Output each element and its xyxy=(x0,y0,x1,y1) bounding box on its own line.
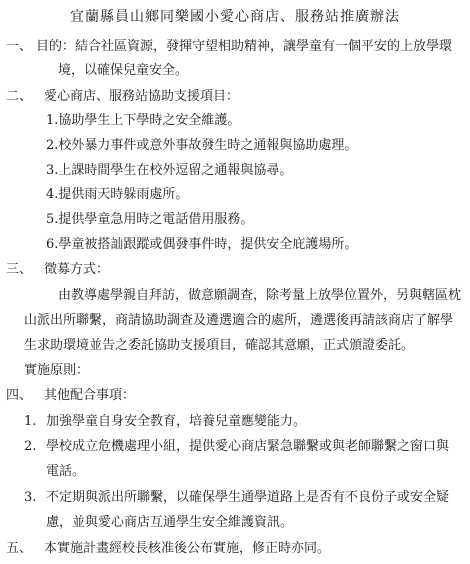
section-1-line-1: 目的：結合社區資源，發揮守望相助精神，讓學童有一個平安的上放學環 xyxy=(36,39,453,54)
section-1-number: 一、 xyxy=(6,39,33,54)
section-4-item-2-line-2: 電話。 xyxy=(46,464,86,479)
section-4-item-3-number: 3. xyxy=(24,490,37,505)
section-5-text: 本實施計畫經校長核准後公布實施，修正時亦同。 xyxy=(44,541,331,556)
section-2-heading: 愛心商店、服務站協助支援項目： xyxy=(44,89,240,104)
section-4-item-1-number: 1. xyxy=(24,414,37,429)
section-2-number: 二、 xyxy=(6,89,33,104)
section-5-number: 五、 xyxy=(6,541,33,556)
section-1-line-2: 境，以確保兒童安全。 xyxy=(58,63,189,78)
section-3-number: 三、 xyxy=(6,262,33,277)
section-3-paragraph-line-1: 由教導處學親自拜訪，做意願調查，除考量上放學位置外，另與轄區枕 xyxy=(58,288,462,303)
section-4-item-3-line-2: 慮，並與愛心商店互通學生安全維護資訊。 xyxy=(46,515,294,530)
section-2-item-4: 4.提供雨天時躲雨處所。 xyxy=(46,187,189,202)
section-2-item-2: 2.校外暴力事件或意外事故發生時之通報與協助處理。 xyxy=(46,138,358,153)
section-3-principle-label: 實施原則： xyxy=(24,363,90,378)
section-4-item-1: 加強學童自身安全教育，培養兒童應變能力。 xyxy=(46,414,307,429)
section-4-number: 四、 xyxy=(6,388,33,403)
section-4-item-2-number: 2. xyxy=(24,439,37,454)
section-4-heading: 其他配合事項： xyxy=(44,388,136,403)
section-2-item-1: 1.協助學生上下學時之安全維護。 xyxy=(46,113,241,128)
section-3-heading: 徵募方式： xyxy=(44,262,110,277)
document-title: 宜蘭縣員山鄉同樂國小愛心商店、服務站推廣辦法 xyxy=(70,9,400,25)
section-3-paragraph-line-3: 生求助環境並告之委託協助支援項目，確認其意願，正式頒證委託。 xyxy=(24,338,415,353)
section-2-item-3: 3.上課時間學生在校外逗留之通報與協尋。 xyxy=(46,163,293,178)
section-4-item-3-line-1: 不定期與派出所聯繫，以確保學生通學道路上是否有不良份子或安全疑 xyxy=(46,490,450,505)
section-4-item-2-line-1: 學校成立危機處理小組，提供愛心商店緊急聯繫或與老師聯繫之窗口與 xyxy=(46,439,450,454)
section-2-item-6: 6.學童被搭訕跟蹤或偶發事件時，提供安全庇護場所。 xyxy=(46,237,358,252)
section-3-paragraph-line-2: 山派出所聯繫，商請協助調查及遴選適合的處所，遴選後再請該商店了解學 xyxy=(24,313,454,328)
section-2-item-5: 5.提供學童急用時之電話借用服務。 xyxy=(46,212,254,227)
